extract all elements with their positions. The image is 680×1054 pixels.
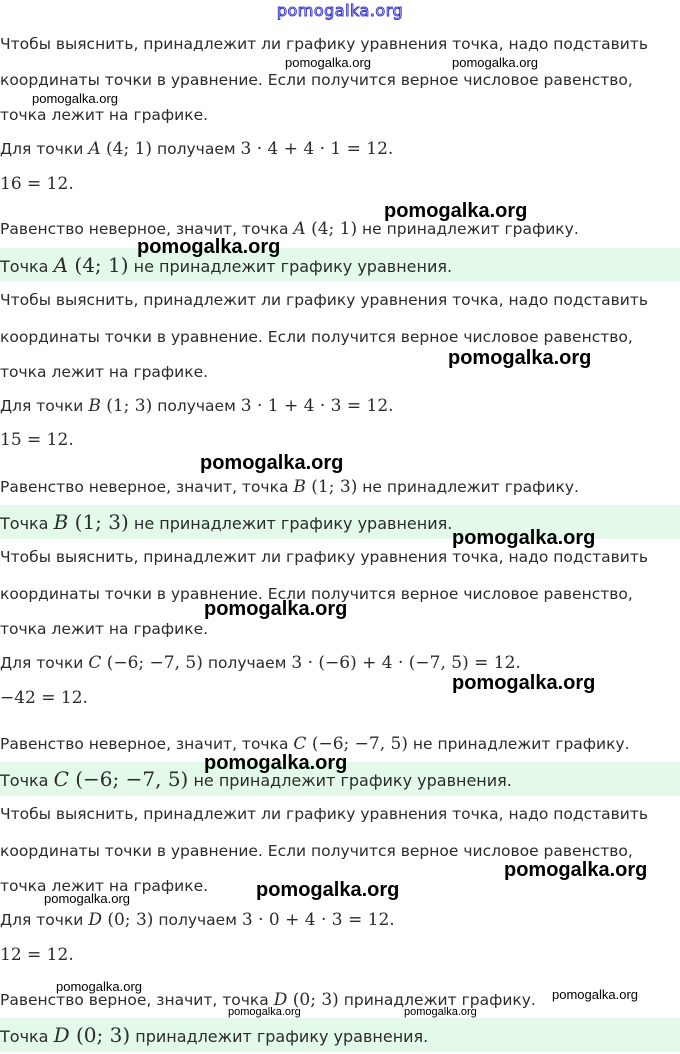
intro-line-3: точка лежит на графике.: [0, 877, 209, 895]
intro-line-3: точка лежит на графике.: [0, 363, 209, 381]
intro-line-2: координаты точки в уравнение. Если получится верное числовое равенство,: [0, 842, 633, 860]
intro-line-1: Чтобы выяснить, принадлежит ли графику уравнения точка, надо подставить: [0, 35, 648, 53]
watermark: pomogalka.org: [452, 527, 596, 549]
watermark: pomogalka.org: [448, 347, 592, 369]
watermark: pomogalka.org: [32, 91, 118, 106]
watermark: pomogalka.org: [384, 200, 528, 222]
equation-result: −42 = 12.: [0, 688, 88, 708]
point-name: A (4; 1): [88, 139, 153, 159]
equation: 3 · 4 + 4 · 1 = 12.: [240, 139, 394, 159]
site-watermark-header[interactable]: pomogalka.org: [276, 1, 404, 20]
watermark: pomogalka.org: [285, 55, 371, 70]
watermark: pomogalka.org: [200, 452, 344, 474]
substitution-line: Для точки D (0; 3) получаем 3 · 0 + 4 · 3 = 12.: [0, 910, 395, 930]
equation-result: 15 = 12.: [0, 430, 74, 450]
equation: 3 · 0 + 4 · 3 = 12.: [241, 910, 395, 930]
conclusion-line: Равенство неверное, значит, точка B (1; 3) не принадлежит графику.: [0, 477, 579, 497]
answer-box: Точка A (4; 1) не принадлежит графику уравнения.: [0, 248, 680, 282]
answer-box: Точка D (0; 3) принадлежит графику уравнения.: [0, 1018, 680, 1052]
conclusion-line: Равенство неверное, значит, точка C (−6; −7, 5) не принадлежит графику.: [0, 734, 630, 754]
answer-box: Точка C (−6; −7, 5) не принадлежит графику уравнения.: [0, 762, 680, 796]
watermark: pomogalka.org: [552, 987, 638, 1002]
intro-line-2: координаты точки в уравнение. Если получится верное числовое равенство,: [0, 328, 633, 346]
substitution-line: Для точки B (1; 3) получаем 3 · 1 + 4 · 3 = 12.: [0, 396, 394, 416]
watermark: pomogalka.org: [452, 672, 596, 694]
substitution-line: [0, 138, 680, 160]
watermark: pomogalka.org: [228, 1006, 301, 1018]
conclusion-line: Равенство неверное, значит, точка A (4; 1) не принадлежит графику.: [0, 219, 579, 239]
watermark: pomogalka.org: [204, 598, 348, 620]
watermark: pomogalka.org: [256, 879, 400, 901]
conclusion-line: Равенство верное, значит, точка D (0; 3) принадлежит графику.: [0, 990, 536, 1010]
watermark: pomogalka.org: [504, 859, 648, 881]
intro-line-2: координаты точки в уравнение. Если получится верное числовое равенство,: [0, 585, 633, 603]
intro-line-1: Чтобы выяснить, принадлежит ли графику уравнения точка, надо подставить: [0, 805, 648, 823]
intro-line-2: координаты точки в уравнение. Если получится верное числовое равенство,: [0, 71, 633, 89]
watermark: pomogalka.org: [56, 979, 142, 994]
substitution-line: Для точки C (−6; −7, 5) получаем 3 · (−6) + 4 · (−7, 5) = 12.: [0, 653, 521, 673]
intro-line-1: Чтобы выяснить, принадлежит ли графику уравнения точка, надо подставить: [0, 548, 648, 566]
equation: 3 · (−6) + 4 · (−7, 5) = 12.: [291, 653, 521, 673]
equation-result: 12 = 12.: [0, 945, 74, 965]
watermark: pomogalka.org: [137, 236, 281, 258]
intro-line-3: точка лежит на графике.: [0, 106, 209, 124]
watermark: pomogalka.org: [404, 1006, 477, 1018]
answer-box: Точка B (1; 3) не принадлежит графику уравнения.: [0, 505, 680, 539]
equation: 3 · 1 + 4 · 3 = 12.: [240, 396, 394, 416]
intro-line-1: Чтобы выяснить, принадлежит ли графику уравнения точка, надо подставить: [0, 291, 648, 309]
watermark: pomogalka.org: [452, 55, 538, 70]
gets-label: получаем: [156, 140, 236, 158]
equation-result: 16 = 12.: [0, 174, 74, 194]
for-point-label: Для точки: [0, 140, 84, 158]
watermark: pomogalka.org: [204, 752, 348, 774]
watermark: pomogalka.org: [44, 891, 130, 906]
intro-line-3: точка лежит на графике.: [0, 620, 209, 638]
